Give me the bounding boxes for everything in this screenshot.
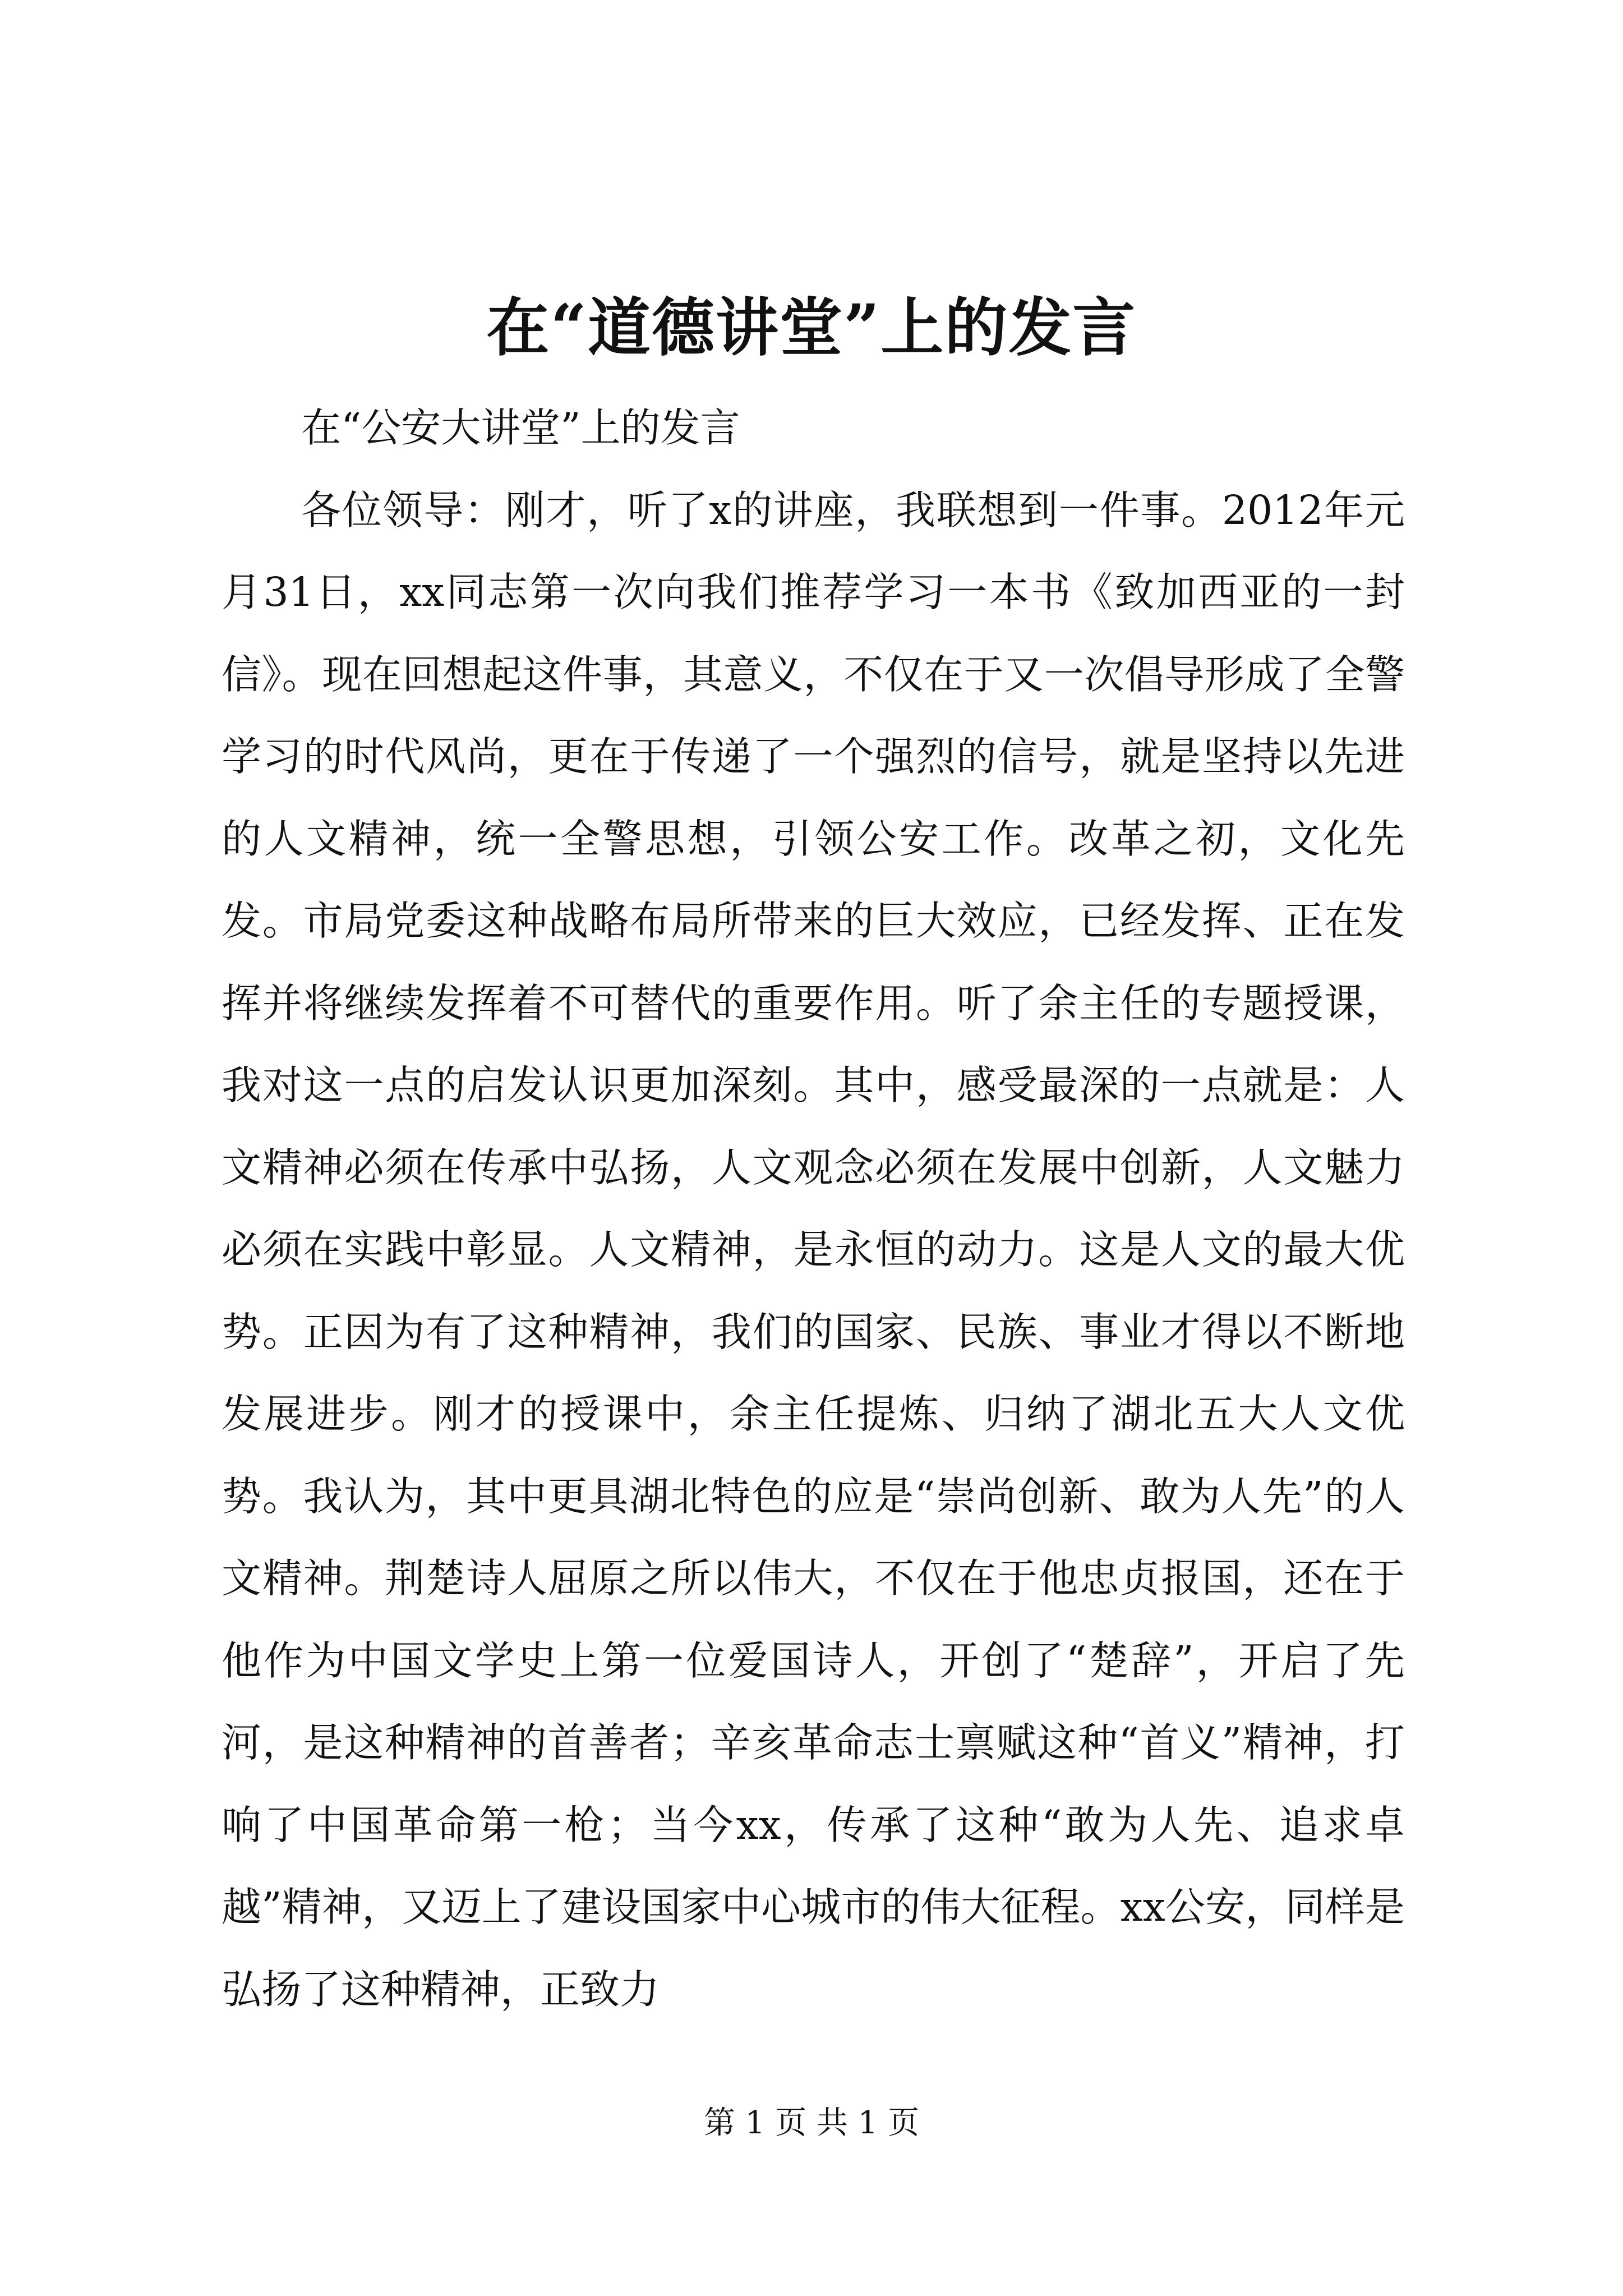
- document-body: [222, 387, 1405, 2031]
- body-paragraph: 各位领导：刚才，听了x的讲座，我联想到一件事。2012年元月31日，xx同志第一次向我们推荐学习一本书《致加西亚的一封信》。现在回想起这件事，其意义，不仅在于又一次倡导形成了全警学习的时代风尚，更在于传递了一个强烈的信号，就是坚持以先进的人文精神，统一全警思想，引领公安工作。改革之初，文化先发。市局党委这种战略布局所带来的巨大效应，已经发挥、正在发挥并将继续发挥着不可替代的重要作用。听了余主任的专题授课，我对这一点的启发认识更加深刻。其中，感受最深的一点就是：人文精神必须在传承中弘扬，人文观念必须在发展中创新，人文魅力必须在实践中彰显。人文精神，是永恒的动力。这是人文的最大优势。正因为有了这种精神，我们的国家、民族、事业才得以不断地发展进步。刚才的授课中，余主任提炼、归纳了湖北五大人文优势。我认为，其中更具湖北特色的应是“崇尚创新、敢为人先”的人文精神。荆楚诗人屈原之所以伟大，不仅在于他忠贞报国，还在于他作为中国文学史上第一位爱国诗人，开创了“楚辞”，开启了先河，是这种精神的首善者；辛亥革命志士禀赋这种“首义”精神，打响了中国革命第一枪；当今xx，传承了这种“敢为人先、追求卓越”精神，又迈上了建设国家中心城市的伟大征程。xx公安，同样是弘扬了这种精神，正致力: [222, 486, 1405, 2013]
- document-title: 在“道德讲堂”上的发言: [486, 291, 1137, 365]
- document-subtitle: 在“公安大讲堂”上的发言: [301, 404, 740, 451]
- page-footer: 第 1 页 共 1 页: [703, 2105, 920, 2141]
